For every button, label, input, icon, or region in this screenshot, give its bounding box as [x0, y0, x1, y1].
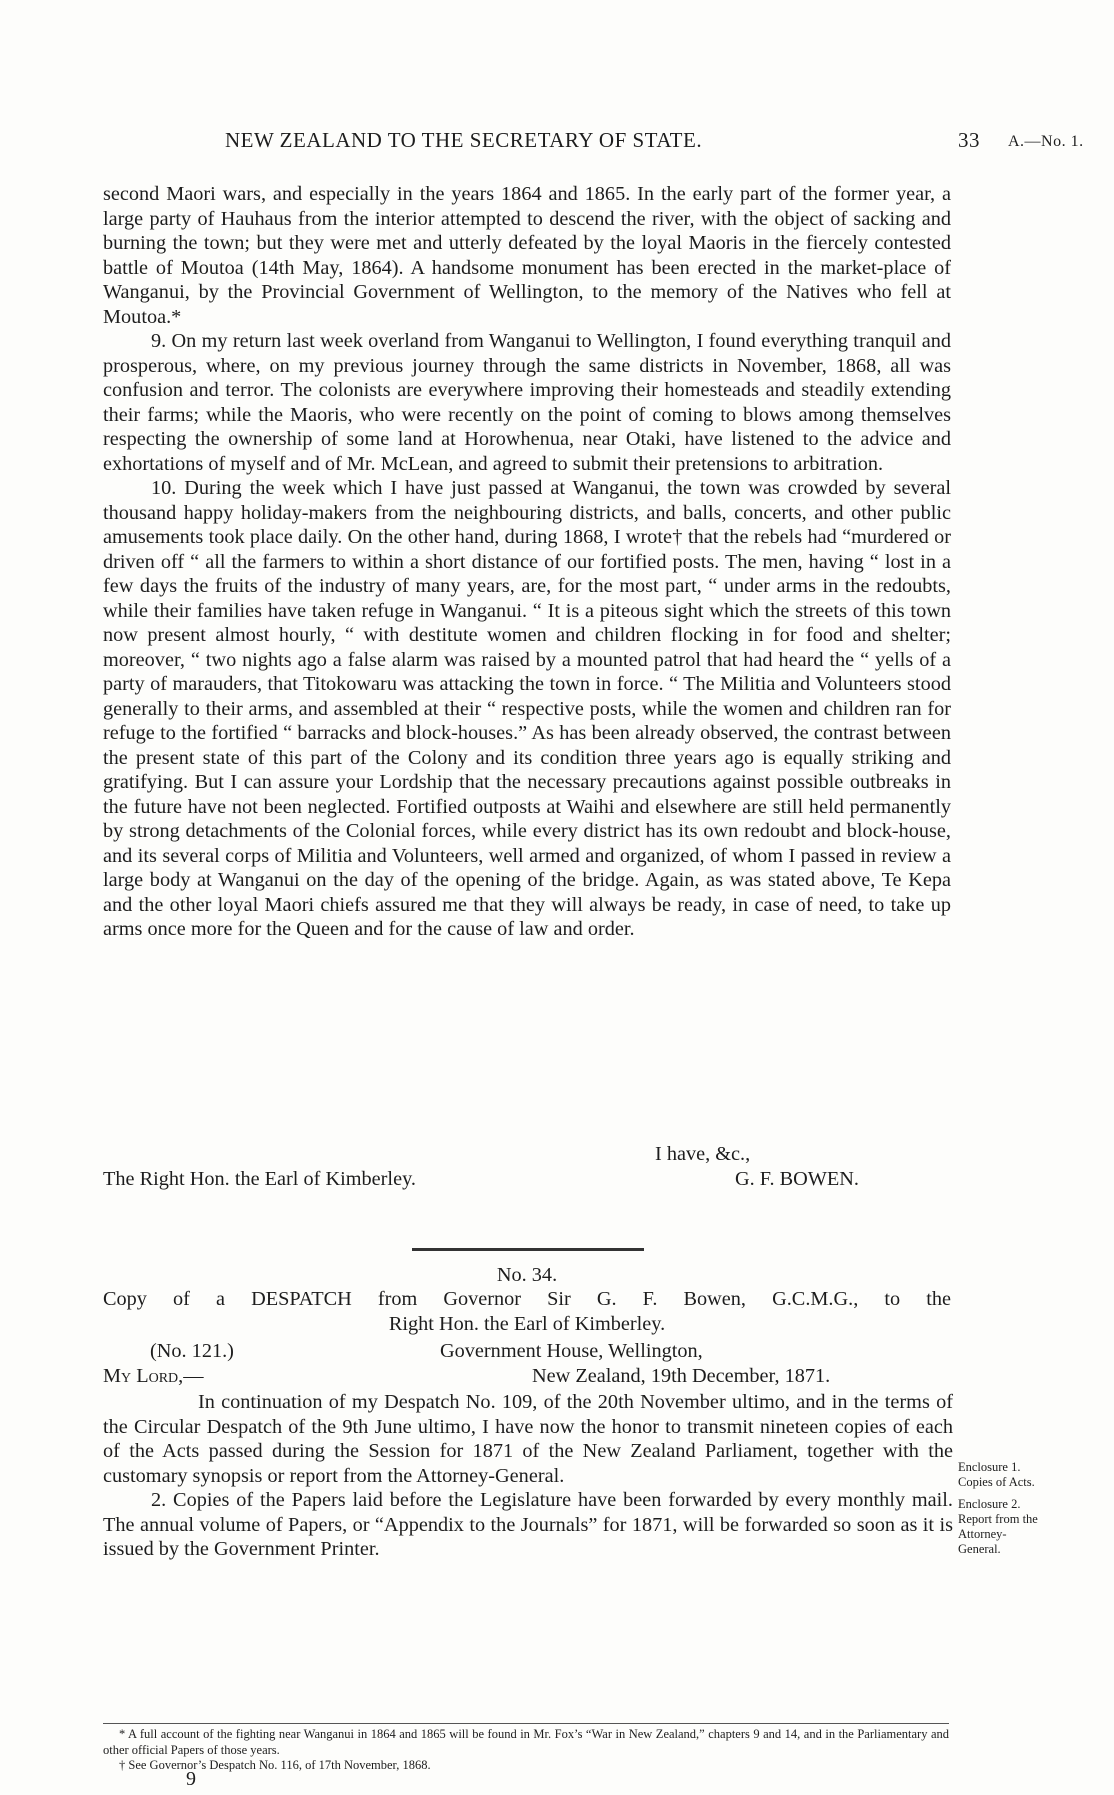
margin-note-line: Report from the [958, 1512, 1038, 1526]
footnote-2: † See Governor’s Despatch No. 116, of 17th November, 1868. [119, 1758, 431, 1772]
margin-note-enclosure-2 [958, 1497, 1078, 1557]
margin-note-enclosure-1 [958, 1460, 1078, 1490]
despatch-title-line2: Right Hon. the Earl of Kimberley. [388, 1313, 666, 1335]
despatch-place: Government House, Wellington, [440, 1340, 703, 1362]
margin-note-line: Enclosure 2. [958, 1497, 1021, 1511]
despatch-title: Copy of a DESPATCH from Governor Sir G. F. Bowen, G.C.M.G., to the [103, 1288, 951, 1310]
page-number: 33 [958, 128, 980, 152]
body-text [103, 182, 951, 942]
footnotes [103, 1727, 949, 1774]
paragraph-10: 10. During the week which I have just passed at Wanganui, the town was crowded by several thousand happy holiday-makers from the neighbouring districts, and balls, concerts, and other public amusements took place daily. On the other hand, during 1868, I wrote† that the rebels had “murdered or driven off “ all the farmers to within a short distance of our fortified posts. The men, having “ lost in a few days the fruits of the industry of many years, are, for the most part, “ under arms in the redoubts, while their families have taken refuge in Wanganui. “ It is a piteous sight which the streets of this town now present almost hourly, “ with destitute women and children flocking in for food and shelter; moreover, “ two nights ago a false alarm was raised by a mounted patrol that had heard the “ yells of a party of marauders, that Titokowaru was attacking the town in force. “ The Militia and Volunteers stood generally to their arms, and assembled at their “ respective posts, while the women and children ran for refuge to the fortified “ barracks and block-houses.” As has been already observed, the contrast between the present state of this part of the Colony and its condition three years ago is equally striking and gratifying. But I can assure your Lordship that the necessary precautions against possible outbreaks in the future have not been neglected. Fortified outposts at Waihi and elsewhere are still held permanently by strong detachments of the Colonial forces, while every district has its own redoubt and block-house, and its several corps of Militia and Volunteers, well armed and organized, of whom I passed in review a large body at Wanganui on the day of the opening of the bridge. Again, as was stated above, Te Kepa and the other loyal Maori chiefs assured me that they will always be ready, in case of need, to take up arms once more for the Queen and for the cause of law and order. [103, 477, 951, 940]
paragraph-9: 9. On my return last week overland from Wanganui to Wellington, I found everything tranquil and prosperous, where, on my previous journey through the same districts in November, 1868, all was confusion and terror. The colonists are everywhere improving their homesteads and steadily extending their farms; while the Maoris, who were recently on the point of coming to blows among themselves respecting the ownership of some land at Horowhenua, near Otaki, have listened to the advice and exhortations of myself and of Mr. McLean, and agreed to submit their pretensions to arbitration. [103, 330, 951, 475]
despatch-ref-no: (No. 121.) [150, 1340, 234, 1362]
footnote-rule [103, 1723, 949, 1724]
document-reference: A.—No. 1. [1008, 133, 1084, 150]
running-title: NEW ZEALAND TO THE SECRETARY OF STATE. [225, 128, 703, 152]
despatch-body [103, 1390, 953, 1562]
footnote-1: * A full account of the fighting near Wanganui in 1864 and 1865 will be found in Mr. Fox’s “War in New Zealand,” chapters 9 and 14, and in the Parliamentary and other official Papers of those years. [103, 1727, 949, 1757]
margin-note-line: Enclosure 1. [958, 1460, 1021, 1474]
margin-note-line: General. [958, 1542, 1001, 1556]
salutation: My Lord,— [103, 1365, 204, 1387]
addressee: The Right Hon. the Earl of Kimberley. [103, 1168, 416, 1190]
margin-note-line: Copies of Acts. [958, 1475, 1035, 1489]
despatch-number: No. 34. [496, 1264, 558, 1286]
closing: I have, &c., [655, 1143, 751, 1165]
margin-note-line: Attorney- [958, 1527, 1007, 1541]
despatch-paragraph-2: 2. Copies of the Papers laid before the Legislature have been forwarded by every monthly mail. The annual volume of Papers, or “Appendix to the Journals” for 1871, will be forwarded so soon as it is issued by the Government Printer. [103, 1489, 953, 1560]
signature: G. F. BOWEN. [735, 1168, 860, 1190]
despatch-date: New Zealand, 19th December, 1871. [532, 1365, 831, 1387]
paragraph-continued: second Maori wars, and especially in the years 1864 and 1865. In the early part of the former year, a large party of Hauhaus from the interior attempted to descend the river, with the object of sacking and burning the town; but they were met and utterly defeated by the loyal Maoris in the fiercely contested battle of Moutoa (14th May, 1864). A handsome monument has been erected in the market-place of Wanganui, by the Provincial Government of Wellington, to the memory of the Natives who fell at Moutoa.* [103, 183, 951, 328]
section-divider [412, 1248, 644, 1251]
despatch-paragraph-1: In continuation of my Despatch No. 109, of the 20th November ultimo, and in the terms of the Circular Despatch of the 9th June ultimo, I have now the honor to transmit nineteen copies of each of the Acts passed during the Session for 1871 of the New Zealand Parliament, together with the customary synopsis or report from the Attorney-General. [103, 1391, 953, 1487]
signature-mark: 9 [186, 1768, 196, 1790]
